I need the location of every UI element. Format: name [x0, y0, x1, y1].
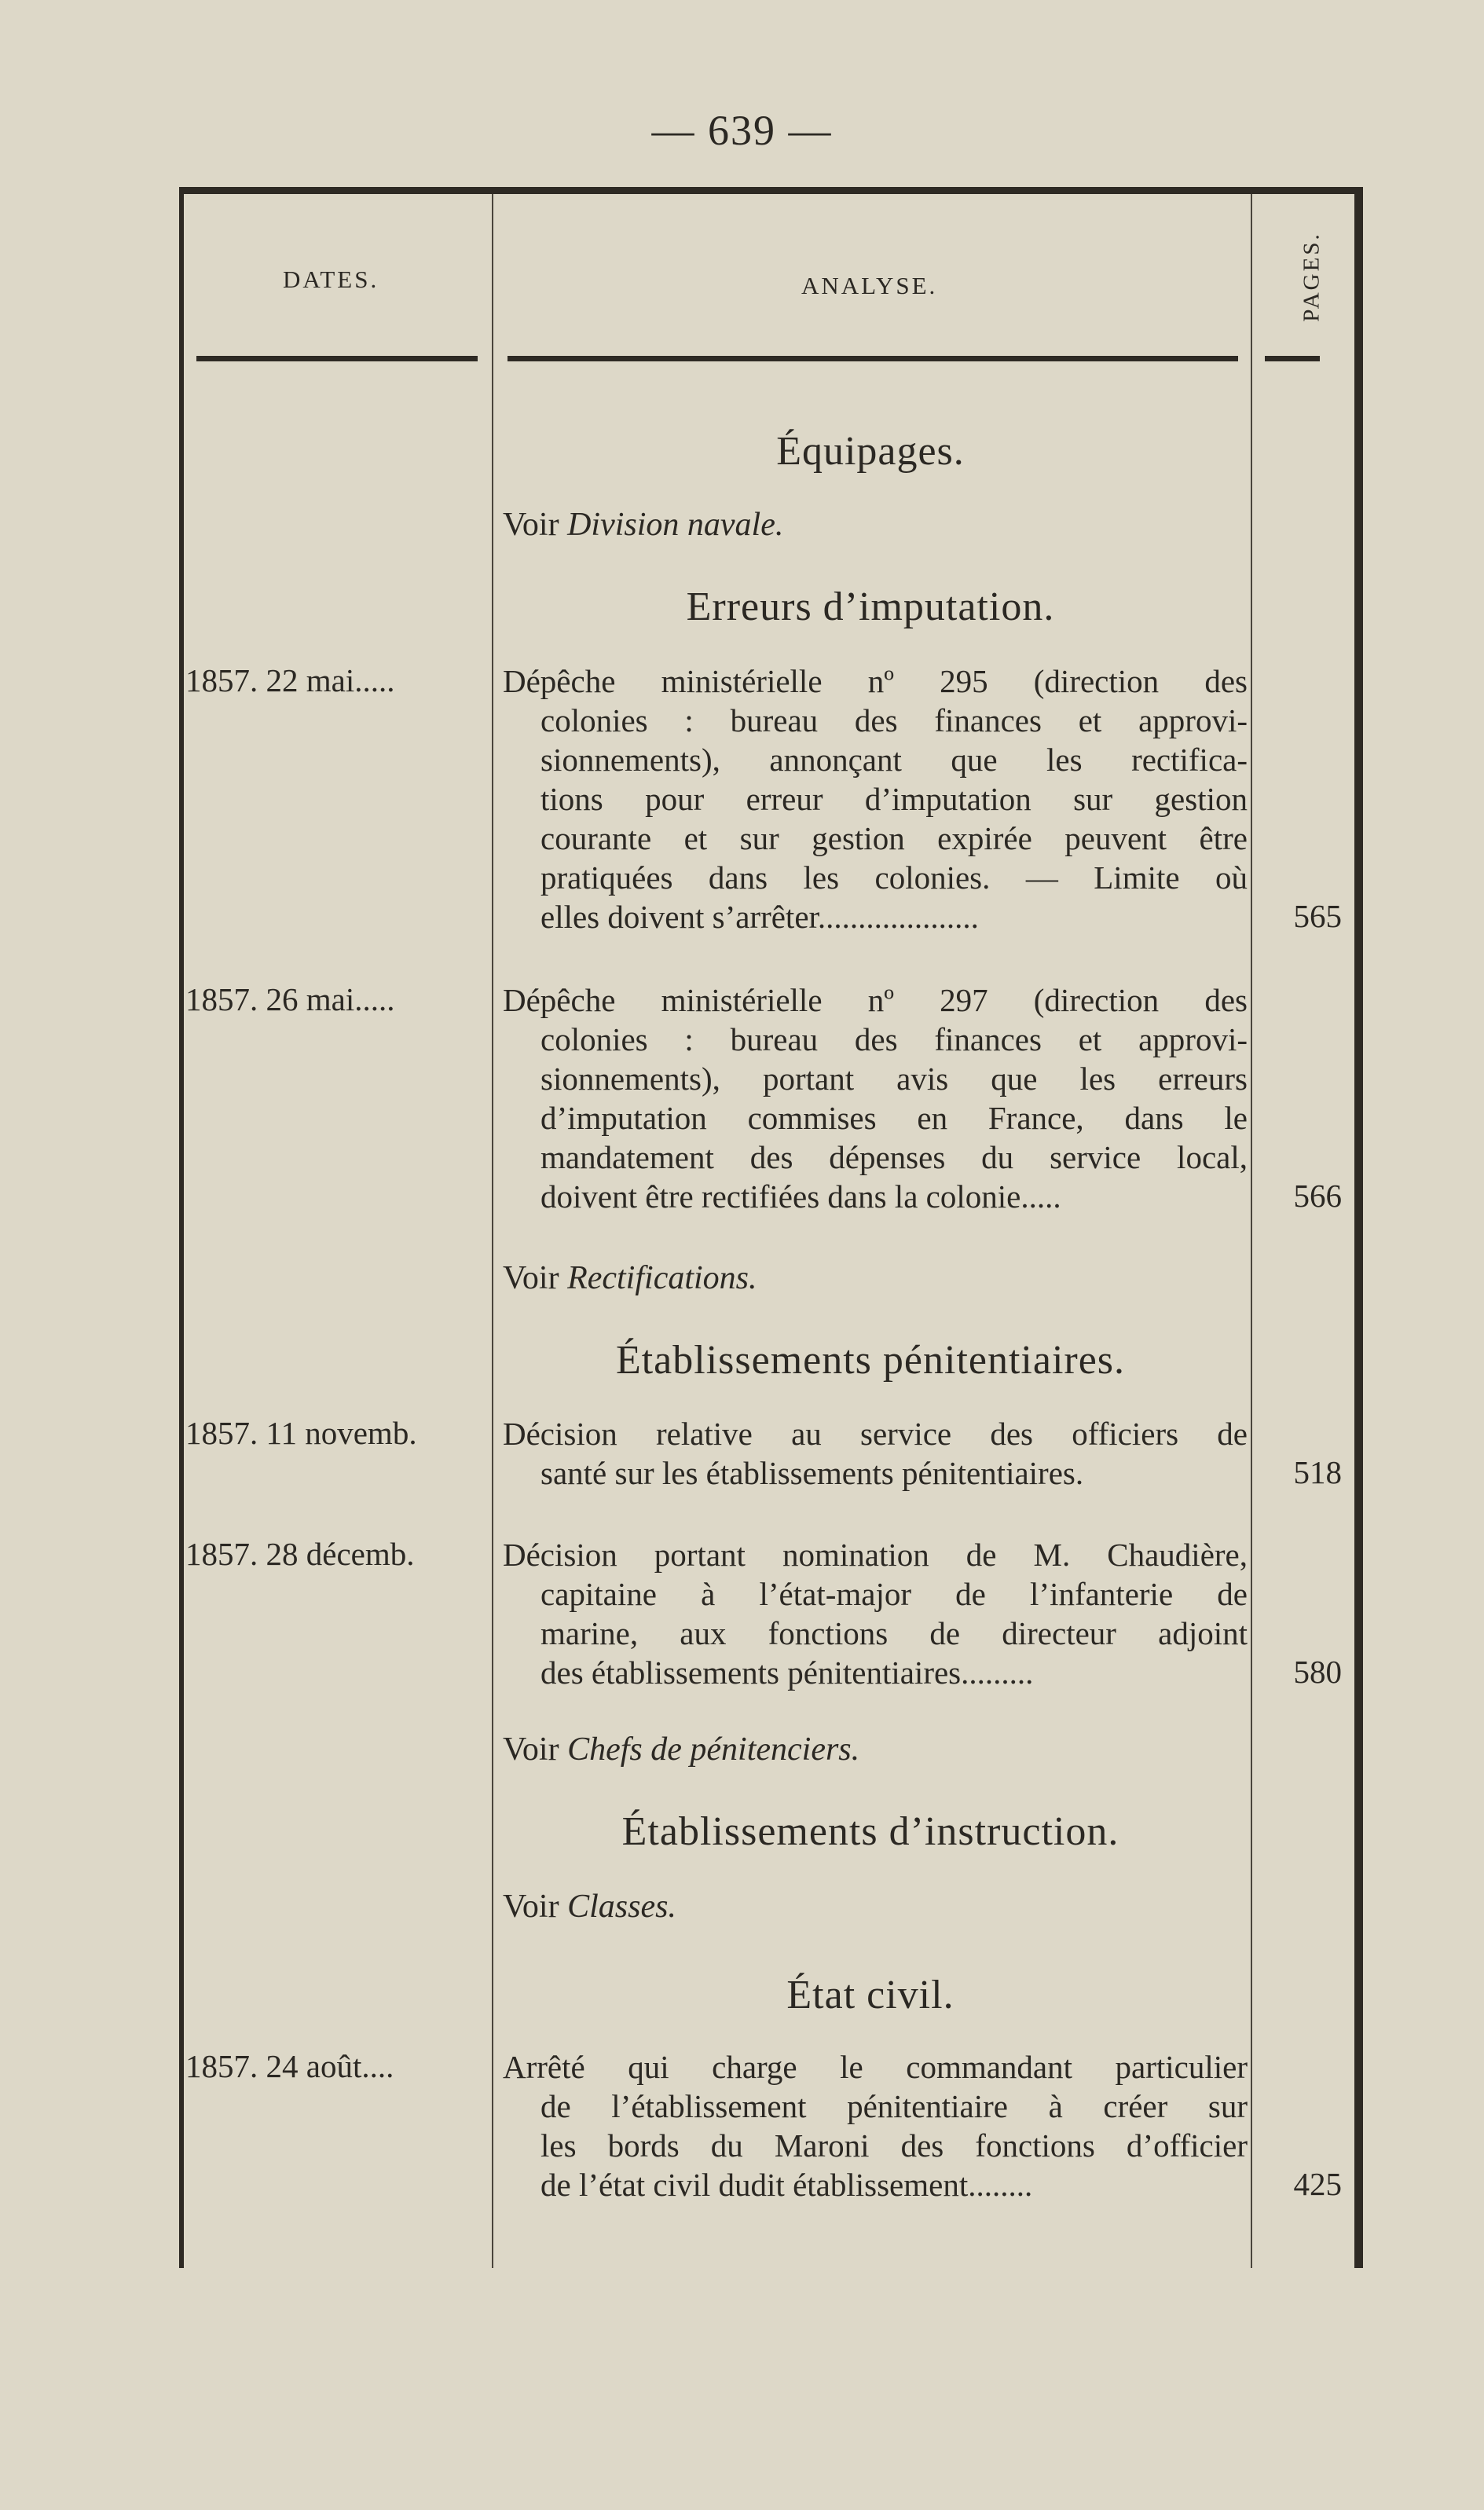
entry-line: les bords du Maroni des fonctions d’officier	[540, 2127, 1248, 2164]
see-also-classes	[503, 1888, 676, 1926]
entry-date: 1857. 28 décemb.	[185, 1536, 415, 1572]
entry-line: colonies : bureau des finances et approvi-	[540, 1021, 1248, 1057]
header-underline-dates	[196, 356, 478, 361]
entry-text	[503, 980, 1248, 1216]
section-title-etablissements-instruction: Établissements d’instruction.	[621, 1809, 1119, 1854]
header-dates: DATES.	[283, 266, 379, 293]
entry-line: sionnements), portant avis que les erreurs	[540, 1061, 1248, 1097]
entry-line: capitaine à l’état-major de l’infanterie de	[540, 1576, 1248, 1612]
entry-line: tions pour erreur d’imputation sur gestion	[540, 781, 1248, 817]
entry-line: d’imputation commises en France, dans le	[540, 1100, 1248, 1136]
entry-date: 1857. 22 mai.....	[185, 662, 395, 698]
section-title-etat-civil: État civil.	[786, 1973, 955, 2017]
section-title-equipages: Équipages.	[776, 429, 965, 474]
entry-line: doivent être rectifiées dans la colonie.....	[540, 1178, 1061, 1215]
see-also-reference: Chefs de pénitenciers.	[567, 1731, 860, 1768]
entry-line: sionnements), annonçant que les rectifica-	[540, 742, 1248, 778]
column-rule-pages	[1251, 194, 1252, 2268]
see-also-prefix: Voir	[503, 1731, 559, 1768]
entry-page: 566	[1293, 1178, 1342, 1214]
header-pages: PAGES.	[1299, 232, 1325, 322]
see-also-prefix: Voir	[503, 507, 559, 543]
page-number: — 639 —	[651, 107, 833, 154]
entry-line: pratiquées dans les colonies. — Limite où	[540, 859, 1248, 896]
see-also-reference: Division navale.	[567, 507, 784, 543]
see-also-rectifications	[503, 1259, 757, 1297]
column-rule-dates	[492, 194, 493, 2268]
entry-line: des établissements pénitentiaires.........	[540, 1654, 1034, 1691]
entry-line: Dépêche ministérielle nº 295 (direction des	[503, 663, 1248, 699]
entry-text	[503, 1535, 1248, 1692]
entry-date: 1857. 11 novemb.	[185, 1415, 417, 1451]
entry-line: de l’état civil dudit établissement........	[540, 2167, 1033, 2203]
header-analyse: ANALYSE.	[801, 272, 938, 299]
entry-line: marine, aux fonctions de directeur adjoint	[540, 1615, 1248, 1651]
entry-line: Dépêche ministérielle nº 297 (direction des	[503, 982, 1248, 1018]
entry-line: de l’établissement pénitentiaire à créer sur	[540, 2088, 1248, 2124]
entry-date: 1857. 26 mai.....	[185, 981, 395, 1017]
see-also-prefix: Voir	[503, 1889, 559, 1925]
see-also-reference: Rectifications.	[567, 1260, 757, 1296]
entry-text	[503, 661, 1248, 936]
entry-line: Décision relative au service des officiers de	[503, 1416, 1248, 1452]
entry-date: 1857. 24 août....	[185, 2048, 394, 2084]
see-also-chefs	[503, 1731, 859, 1768]
entry-page: 580	[1293, 1654, 1342, 1690]
entry-page: 518	[1293, 1454, 1342, 1490]
see-also-equipages	[503, 506, 783, 544]
entry-line: colonies : bureau des finances et approvi-	[540, 702, 1248, 738]
entry-line: Arrêté qui charge le commandant particulier	[503, 2049, 1248, 2085]
index-table	[179, 187, 1363, 2268]
entry-page: 425	[1293, 2166, 1342, 2202]
entry-line: mandatement des dépenses du service local,	[540, 1139, 1248, 1175]
header-underline-pages	[1265, 356, 1320, 361]
see-also-reference: Classes.	[567, 1889, 676, 1925]
entry-text	[503, 2047, 1248, 2204]
entry-page: 565	[1293, 898, 1342, 934]
entry-line: elles doivent s’arrêter....................	[540, 899, 979, 935]
entry-line: santé sur les établissements pénitentiaires.	[540, 1455, 1084, 1491]
entry-line: Décision portant nomination de M. Chaudière,	[503, 1537, 1248, 1573]
see-also-prefix: Voir	[503, 1260, 559, 1296]
entry-line: courante et sur gestion expirée peuvent être	[540, 820, 1248, 856]
header-underline-analyse	[507, 356, 1238, 361]
entry-text	[503, 1414, 1248, 1493]
section-title-etablissements-penitentiaires: Établissements pénitentiaires.	[615, 1338, 1126, 1383]
section-title-erreurs: Erreurs d’imputation.	[686, 584, 1055, 629]
